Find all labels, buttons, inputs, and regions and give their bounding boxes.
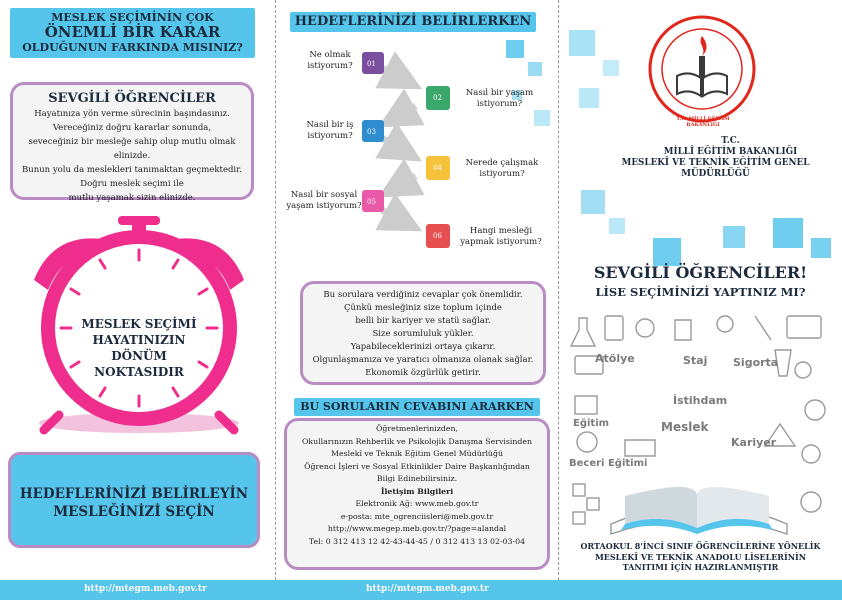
doodle-area (565, 306, 833, 538)
step-label: Ne olmak istiyorum? (307, 50, 353, 71)
step-num: 01 (367, 60, 376, 68)
step-label: Nasıl bir yaşam istiyorum? (465, 88, 534, 109)
org-block (559, 136, 842, 180)
step-label: Nasıl bir iş istiyorum? (306, 120, 354, 141)
info-line: Ekonomik özgürlük getirir. (365, 368, 481, 378)
step-num: 02 (433, 94, 442, 102)
info-line: Size sorumluluk yükler. (372, 329, 474, 339)
bottom-banner-line1: HEDEFLERİNİZİ BELİRLEYİN (19, 486, 249, 502)
contact-line: Okullarınızın Rehberlik ve Psikolojik Danışma Servisinden (301, 436, 533, 446)
contact-box (284, 418, 550, 570)
steps-diagram (356, 48, 466, 258)
decor-square (811, 238, 831, 258)
doodle-word: Meslek (661, 420, 709, 434)
page-subtitle: LİSE SEÇİMİNİZİ YAPTINIZ MI? (595, 285, 806, 299)
answers-heading: BU SORULARIN CEVABINI ARARKEN (294, 398, 540, 416)
decor-square (528, 62, 542, 76)
decor-square (723, 226, 745, 248)
top-banner (10, 8, 255, 58)
doodle-word: Eğitim (573, 418, 610, 429)
goals-heading: HEDEFLERİNİZİ BELİRLERKEN (290, 12, 536, 32)
page-title: SEVGİLİ ÖĞRENCİLER! (593, 263, 808, 282)
contact-line: Meslekî ve Teknik Eğitim Genel Müdürlüğü (331, 449, 503, 458)
letter-line: seveceğiniz bir mesleğe sahip olup mutlu olmak elinizde. (28, 137, 236, 161)
decor-square (506, 40, 524, 58)
clock-text (64, 316, 214, 380)
bottom-banner-line2: MESLEĞİNİZİ SEÇİN (53, 504, 215, 520)
audience-line: ORTAOKUL 8'İNCİ SINIF ÖĞRENCİLERİNE YÖNELİK (580, 541, 821, 551)
panel-left (0, 0, 275, 580)
footer-url[interactable]: http://mtegm.meb.gov.tr (84, 584, 207, 594)
contact-line: Öğrenci İşleri ve Sosyal Etkinlikler Daire Başkanlığından (304, 461, 530, 471)
info-line: belli bir kariyer ve statü sağlar. (355, 316, 491, 326)
info-box (300, 281, 546, 385)
info-line: Bu sorulara verdiğiniz cevaplar çok önemlidir. (323, 290, 523, 300)
top-banner-line2: ÖNEMLİ BİR KARAR (44, 23, 221, 41)
step-num: 04 (433, 164, 442, 172)
letter-line: Vereceğiniz doğru kararlar sonunda, (52, 123, 212, 133)
target-audience (559, 541, 842, 573)
contact-line: Bilgi Edinebilirsiniz. (376, 474, 458, 483)
decor-square (773, 218, 803, 248)
step-label: Nasıl bir sosyal yaşam istiyorum? (286, 190, 362, 211)
decor-square (603, 60, 619, 76)
step-num: 03 (367, 128, 376, 136)
org-line3: MESLEKÎ VE TEKNİK EĞİTİM GENEL MÜDÜRLÜĞÜ (621, 158, 810, 179)
letter-line: Bunun yolu da meslekleri tanımaktan geçmektedir. (22, 165, 242, 175)
letter-box (10, 82, 254, 203)
panel-right (559, 0, 842, 580)
letter-title: SEVGİLİ ÖĞRENCİLER (48, 91, 216, 106)
meb-logo-icon (647, 14, 757, 124)
doodle-word: Sigorta (733, 356, 779, 369)
decor-square (581, 190, 605, 214)
letter-line: Doğru meslek seçimi ile (80, 179, 184, 189)
doodle-word: Atölye (595, 352, 635, 365)
footer-url[interactable]: http://mtegm.meb.gov.tr (366, 584, 489, 594)
footer-bar (0, 580, 842, 600)
info-line: Çünkü mesleğiniz size toplum içinde (344, 303, 502, 313)
info-line: Olgunlaşmanıza ve yaratıcı olmanıza olanak sağlar. (312, 355, 534, 365)
clock-line: DÖNÜM (111, 349, 167, 363)
bottom-banner (8, 452, 260, 548)
clock-line: NOKTASIDIR (94, 365, 184, 379)
contact-web[interactable]: Elektronik Ağ: www.meb.gov.tr (355, 499, 479, 508)
logo-ring-text: T.C. MİLLÎ EĞİTİM BAKANLIĞI (676, 116, 730, 128)
top-banner-line1: MESLEK SEÇİMİNİN ÇOK (51, 11, 214, 24)
contact-url[interactable]: http://www.megep.meb.gov.tr/?page=alandal (327, 524, 507, 533)
decor-square (609, 218, 625, 234)
decor-square (534, 110, 550, 126)
doodle-word: Kariyer (731, 436, 777, 449)
top-banner-line3: OLDUĞUNUN FARKINDA MISINIZ? (22, 41, 243, 54)
decor-square (579, 88, 599, 108)
contact-title: İletişim Bilgileri (380, 486, 454, 496)
clock-line: HAYATINIZIN (92, 333, 186, 347)
step-num: 05 (367, 198, 376, 206)
step-num: 06 (433, 232, 442, 240)
letter-line: Hayatınıza yön verme sürecinin başındasınız. (34, 109, 230, 119)
clock-line: MESLEK SEÇİMİ (81, 317, 197, 331)
org-line1: T.C. (721, 136, 740, 146)
panel-middle (276, 0, 558, 580)
doodle-word: İstihdam (673, 394, 728, 407)
doodle-word: Beceri Eğitimi (569, 458, 648, 469)
org-line2: MİLLÎ EĞİTİM BAKANLIĞI (663, 147, 798, 157)
doodle-word: Staj (683, 354, 708, 367)
decor-square (653, 238, 681, 266)
decor-square (569, 30, 595, 56)
step-label: Hangi mesleği yapmak istiyorum? (460, 226, 542, 247)
contact-email[interactable]: e-posta: mte_ogrenciisleri@meb.gov.tr (340, 511, 494, 521)
audience-line: TANITIMI İÇİN HAZIRLANMIŞTIR (622, 562, 779, 572)
letter-line: mutlu yaşamak sizin elinizde. (68, 193, 196, 203)
audience-line: MESLEKÎ VE TEKNİK ANADOLU LİSELERİNİN (594, 551, 807, 562)
step-label: Nerede çalışmak istiyorum? (465, 158, 539, 179)
info-line: Yapabileceklerinizi ortaya çıkarır. (350, 342, 496, 352)
contact-phone: Tel: 0 312 413 12 42-43-44-45 / 0 312 413 13 02-03-04 (308, 536, 526, 546)
contact-line: Öğretmenlerinizden, (376, 424, 458, 433)
